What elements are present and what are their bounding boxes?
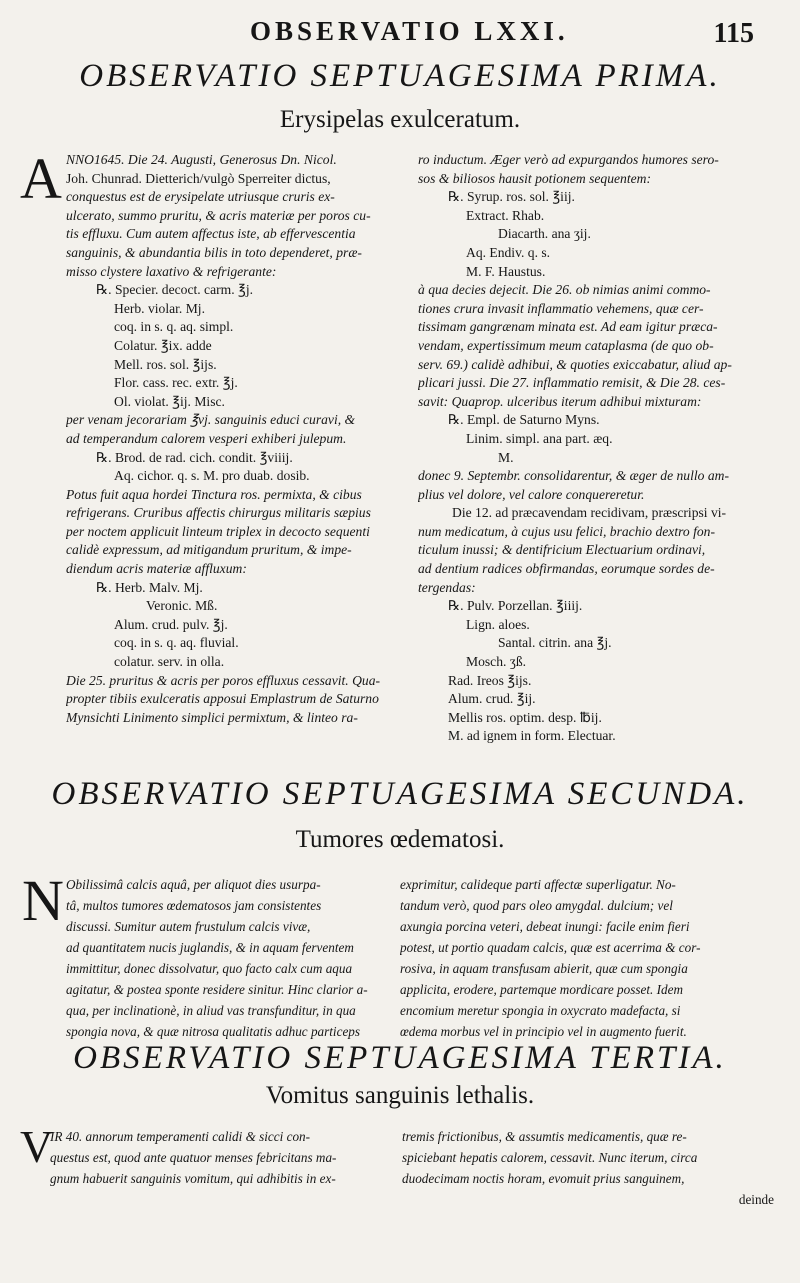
text-line: Santal. citrin. ana ℥j. [498, 635, 612, 651]
text-line: coq. in s. q. aq. fluvial. [114, 635, 239, 651]
text-line: sanguinis, & abundantia bilis in toto dependeret, præ- [66, 244, 362, 260]
text-line: spiciebant hepatis calorem, cessavit. Nunc iterum, circa [402, 1150, 698, 1165]
text-line: tis effluxu. Cum autem affectus iste, ab effervescentia [66, 226, 356, 242]
text-line: per noctem applicuit linteum triplex in decocto sequenti [66, 523, 370, 539]
obs71-dropcap: A [20, 146, 62, 211]
text-line: plius vel dolore, vel calore conquereretur. [418, 486, 645, 502]
text-line: à qua decies dejecit. Die 26. ob nimias animi commo- [418, 282, 711, 298]
text-line: ticulum inussi; & dentifricium Electuarium ordinavi, [418, 542, 706, 558]
text-line: rosiva, in aquam transfusam abierit, quæ cum spongia [400, 961, 688, 976]
text-line: gnum habuerit sanguinis vomitum, qui adhibitis in ex- [50, 1171, 336, 1186]
text-line: ulcerato, summo pruritu, & acris materiæ per poros cu- [66, 207, 371, 223]
text-line: refrigerans. Cruribus affectis chirurgus militaris sæpius [66, 505, 371, 521]
text-line: qua, per inclinationè, in aliud vas transfunditur, in qua [66, 1003, 356, 1018]
text-line: Mynsichti Linimento simplici permixtum, & linteo ra- [66, 709, 358, 725]
text-line: M. F. Haustus. [466, 263, 546, 279]
text-line: tandum verò, quod pars oleo amygdal. dulcium; vel [400, 898, 673, 913]
text-line: agitatur, & postea sponte residere sinitur. Hinc clarior a- [66, 982, 368, 997]
text-line: exprimitur, calideque parti affectæ superligatur. No- [400, 877, 676, 892]
text-line: NNO1645. Die 24. Augusti, Generosus Dn. Nicol. [66, 152, 337, 167]
text-line: potest, ut portio quadam calcis, quæ est acerrima & cor- [400, 940, 701, 955]
text-line: ad temperandum calorem vesperi exhiberi julepum. [66, 430, 347, 446]
text-line: tergendas: [418, 579, 476, 595]
running-title: OBSERVATIO LXXI. [250, 16, 569, 46]
text-line: Potus fuit aqua hordei Tinctura ros. permixta, & cibus [66, 486, 362, 502]
text-line: Aq. Endiv. q. s. [466, 244, 551, 260]
text-line: coq. in s. q. aq. simpl. [114, 319, 234, 335]
text-line: Aq. cichor. q. s. M. pro duab. dosib. [114, 468, 310, 484]
text-line: M. ad ignem in form. Electuar. [448, 728, 616, 744]
text-line: deinde [738, 1192, 774, 1207]
text-line: tremis frictionibus, & assumtis medicamentis, quæ re- [402, 1129, 687, 1144]
obs72-subtitle: Tumores œdematosi. [295, 826, 505, 853]
text-line: diendum acris materiæ affluxum: [66, 561, 247, 577]
text-line: Ol. violat. ℥ij. Misc. [114, 393, 225, 409]
text-line: savit: Quaprop. ulceribus iterum adhibui mixturam: [418, 393, 702, 409]
text-line: encomium meretur spongia in oxycrato madefacta, si [400, 1003, 681, 1018]
text-line: Flor. cass. rec. extr. ℥j. [114, 375, 238, 391]
obs73-heading: OBSERVATIO SEPTUAGESIMA TERTIA. [73, 1040, 727, 1076]
text-line: Rad. Ireos ℥ijs. [448, 672, 532, 688]
text-line: Mosch. ʒß. [466, 654, 527, 670]
text-line: œdema morbus vel in principio vel in augmento fuerit. [400, 1024, 687, 1039]
obs72-heading: OBSERVATIO SEPTUAGESIMA SECUNDA. [51, 776, 749, 812]
obs72-dropcap: N [22, 868, 64, 933]
text-line: donec 9. Septembr. consolidarentur, & æger de nullo am- [418, 468, 729, 484]
text-line: immittitur, donec dissolvatur, quo facto calx cum aqua [66, 961, 353, 976]
obs72-right-column [400, 874, 772, 1042]
text-line: ad dentium radices obfirmandas, eorumque sordes de- [418, 561, 715, 577]
text-line: Die 25. pruritus & acris per poros effluxus cessavit. Qua- [66, 672, 381, 688]
text-line: tissimam gangrænam minata est. Ad eam igitur præca- [418, 319, 718, 335]
text-line: serv. 69.) calidè adhibui, & quoties exiccabatur, aliud ap- [418, 356, 732, 372]
text-line: ℞. Syrup. ros. sol. ℥iij. [448, 189, 575, 205]
text-line: per venam jecorariam ℥vj. sanguinis educi curavi, & [66, 412, 356, 428]
obs73-left-column [50, 1126, 390, 1189]
text-line: Extract. Rhab. [466, 207, 545, 223]
text-line: questus est, quod ante quatuor menses febricitans ma- [50, 1150, 337, 1165]
obs71-right-column [418, 151, 780, 746]
running-head [0, 16, 800, 52]
text-line: Linim. simpl. ana part. æq. [466, 430, 613, 446]
obs71-heading: OBSERVATIO SEPTUAGESIMA PRIMA. [79, 58, 721, 94]
text-line: M. [498, 449, 514, 465]
text-line: num medicatum, à cujus usu felici, brachio dextro fon- [418, 523, 715, 539]
text-line: Alum. crud. ℥ij. [448, 691, 536, 707]
text-line: axungia porcina veteri, debeat inungi: facile enim fieri [400, 919, 690, 934]
obs73-dropcap: V [20, 1121, 54, 1172]
page-number: 115 [713, 18, 754, 49]
text-line: spongia nova, & quæ nitrosa qualitatis adhuc particeps [66, 1024, 361, 1039]
text-line: Lign. aloes. [466, 616, 530, 632]
text-line: Alum. crud. pulv. ℥j. [114, 616, 228, 632]
text-line: Die 12. ad præcavendam recidivam, præscripsi vi- [452, 505, 727, 521]
text-line: Herb. violar. Mj. [114, 300, 205, 316]
text-line: ad quantitatem nucis juglandis, & in aquam ferventem [66, 940, 354, 955]
text-line: Obilissimâ calcis aquâ, per aliquot dies usurpa- [66, 877, 321, 892]
text-line: Mell. ros. sol. ℥ijs. [114, 356, 217, 372]
text-line: Joh. Chunrad. Dietterich/vulgò Sperreiter dictus, [66, 170, 331, 186]
text-line: sos & biliosos hausit potionem sequentem: [418, 170, 651, 186]
text-line: duodecimam noctis horam, evomuit prius sanguinem, [402, 1171, 685, 1186]
text-line: Veronic. Mß. [146, 598, 218, 614]
text-line: conquestus est de erysipelate utriusque cruris ex- [66, 189, 335, 205]
text-line: Diacarth. ana ʒij. [498, 226, 591, 242]
obs71-left-column [66, 151, 396, 727]
text-line: ℞. Empl. de Saturno Myns. [448, 412, 600, 428]
text-line: misso clystere laxativo & refrigerante: [66, 263, 277, 279]
obs71-subtitle: Erysipelas exulceratum. [279, 106, 521, 133]
text-line: ℞. Pulv. Porzellan. ℥iiij. [448, 598, 583, 614]
text-line: tiones crura invasit inflammatio vehemens, quæ cer- [418, 300, 704, 316]
text-line: ℞. Brod. de rad. cich. condit. ℥viiij. [96, 449, 293, 465]
text-line: ℞. Specier. decoct. carm. ℥j. [96, 282, 254, 298]
text-line: IR 40. annorum temperamenti calidi & sicci con- [50, 1129, 311, 1144]
text-line: calidè expressum, ad mitigandum pruritum, & impe- [66, 542, 352, 558]
text-line: ℞. Herb. Malv. Mj. [96, 579, 203, 595]
text-line: vendam, expertissimum meum cataplasma (de quo ob- [418, 337, 714, 353]
text-line: discussi. Sumitur autem frustulum calcis vivæ, [66, 919, 311, 934]
text-line: ro inductum. Æger verò ad expurgandos humores sero- [418, 152, 719, 167]
obs73-subtitle: Vomitus sanguinis lethalis. [265, 1082, 535, 1109]
text-line: propter tibiis exulceratis apposui Emplastrum de Saturno [66, 691, 379, 707]
text-line: tâ, multos tumores œdematosos jam consistentes [66, 898, 322, 913]
text-line: Colatur. ℥ix. adde [114, 337, 212, 353]
text-line: plicari jussi. Die 27. inflammatio remisit, & Die 28. ces- [418, 375, 726, 391]
obs73-right-column [402, 1126, 774, 1210]
obs72-left-column [66, 874, 392, 1042]
text-line: colatur. serv. in olla. [114, 654, 225, 670]
text-line: Mellis ros. optim. desp. ℔ij. [448, 709, 602, 725]
text-line: applicita, erodere, partemque mordicare posset. Idem [400, 982, 683, 997]
